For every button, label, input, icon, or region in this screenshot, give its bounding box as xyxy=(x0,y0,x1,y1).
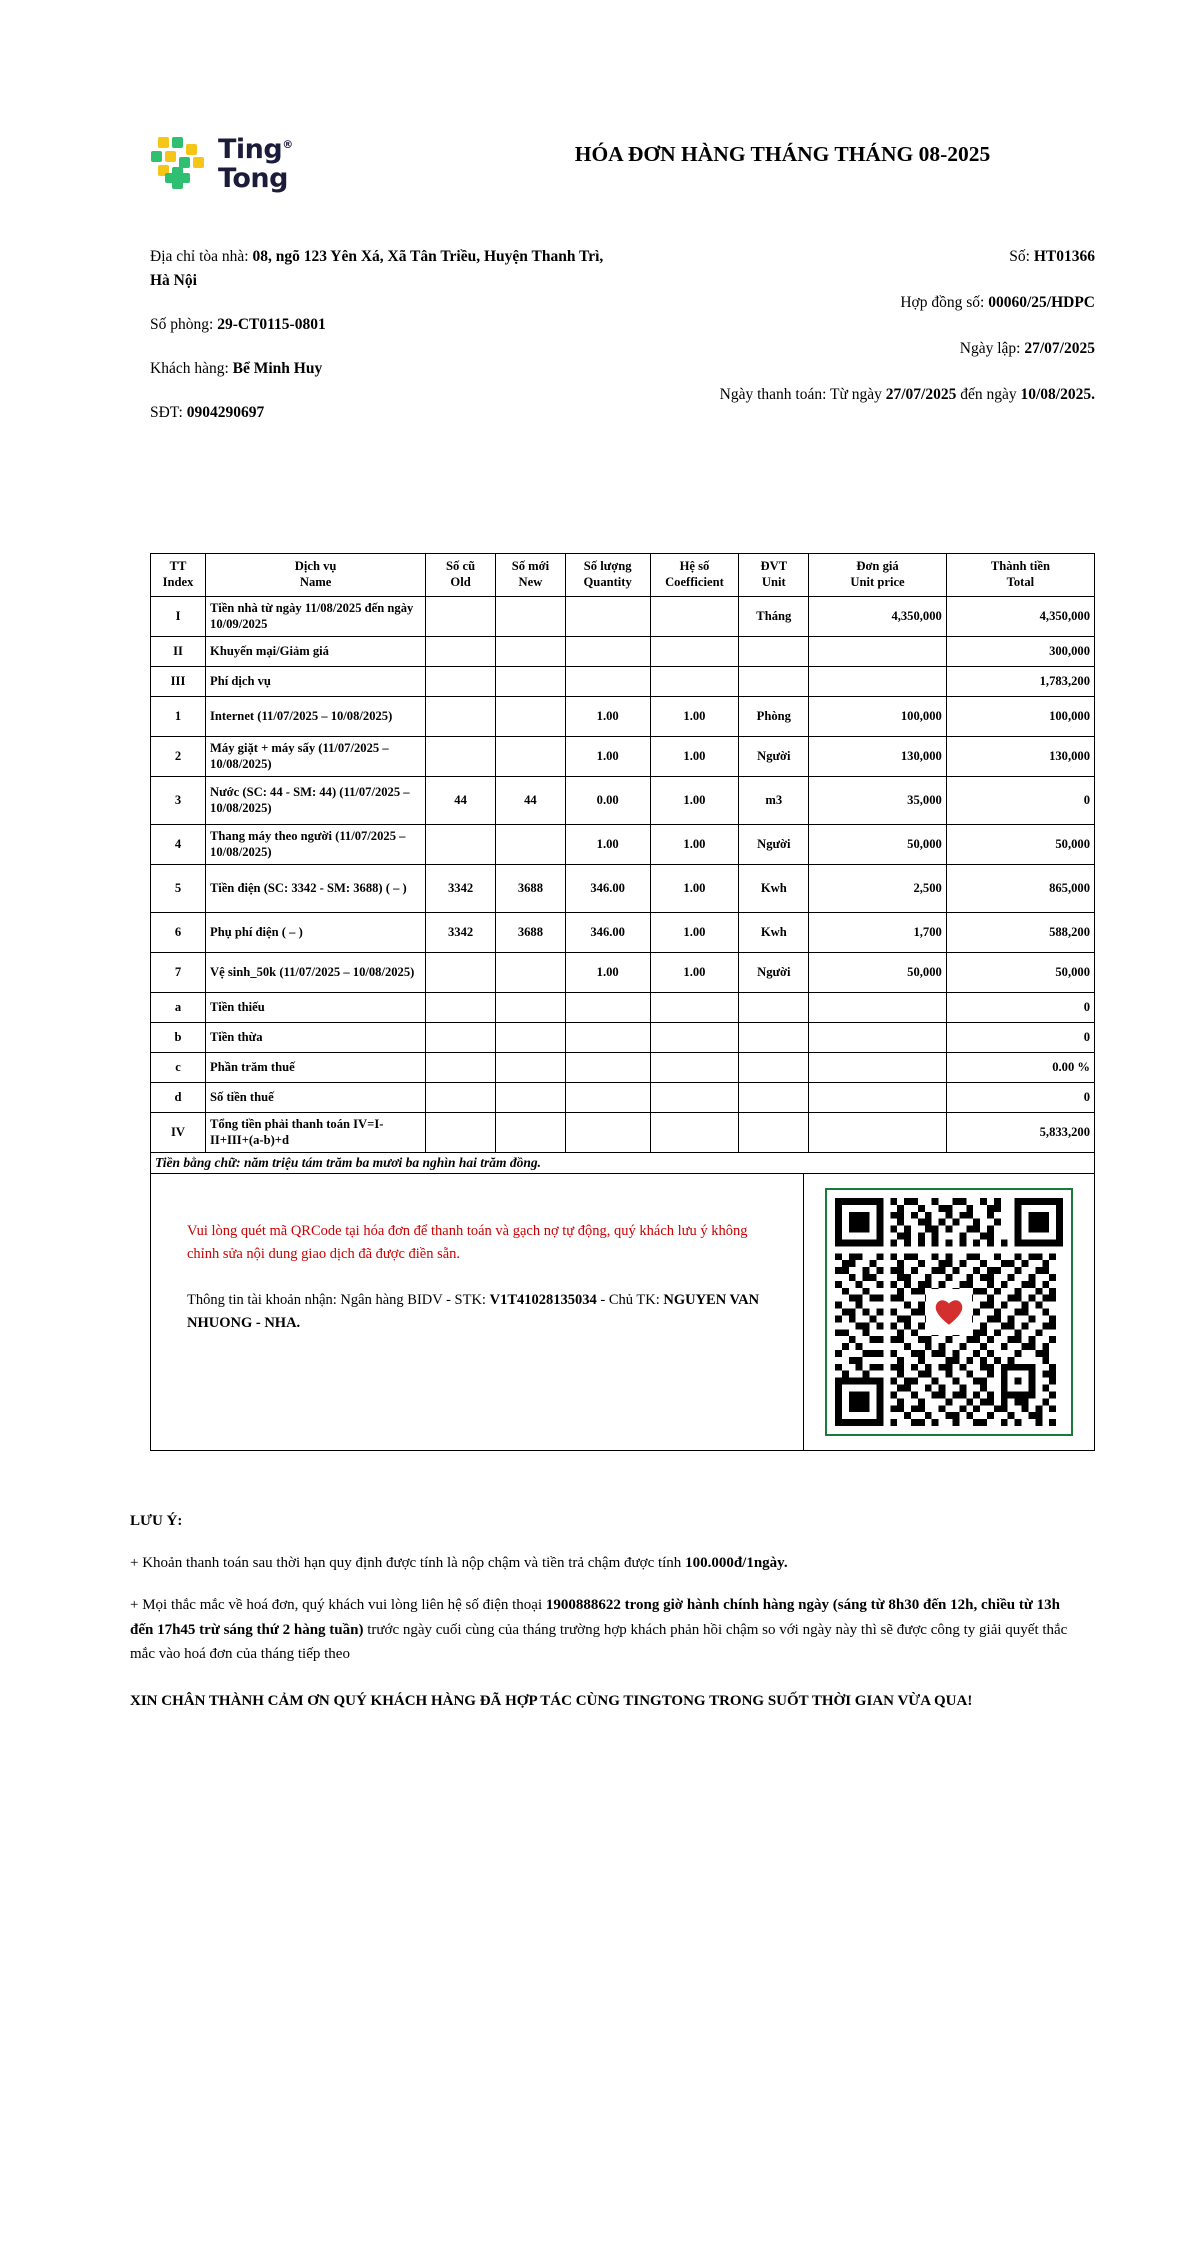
cell-unit xyxy=(739,666,809,696)
payment-period-start: 27/07/2025 xyxy=(885,386,957,404)
customer-phone-row xyxy=(150,401,620,425)
cell-name: Tiền nhà từ ngày 11/08/2025 đến ngày 10/09/2025 xyxy=(206,596,426,636)
th-total-l1: Thành tiền xyxy=(990,559,1050,574)
cell-old: 3342 xyxy=(426,912,496,952)
cell-old xyxy=(426,1052,496,1082)
cell-name: Số tiền thuế xyxy=(206,1082,426,1112)
customer-name-label: Khách hàng: xyxy=(150,360,233,378)
cell-price xyxy=(809,666,947,696)
cell-old xyxy=(426,952,496,992)
bank-info-prefix: Thông tin tài khoản nhận: Ngân hàng BIDV - STK: xyxy=(187,1291,490,1308)
th-name-l1: Dịch vụ xyxy=(294,559,337,574)
cell-total: 100,000 xyxy=(946,696,1094,736)
cell-old xyxy=(426,1082,496,1112)
issue-date-label: Ngày lập: xyxy=(959,340,1025,358)
th-price-l1: Đơn giá xyxy=(856,559,899,574)
cell-index: 6 xyxy=(151,912,206,952)
cell-price xyxy=(809,1052,947,1082)
cell-coef: 1.00 xyxy=(650,736,739,776)
note-2-prefix: + Mọi thắc mắc về hoá đơn, quý khách vui lòng liên hệ số điện thoại xyxy=(130,1597,546,1614)
cell-total: 50,000 xyxy=(946,952,1094,992)
th-coef-l2: Coefficient xyxy=(665,575,724,590)
note-2-suffix: trước ngày cuối cùng của tháng trường hợp khách phản hồi chậm so với ngày này thì sẽ được công ty giải quyết thắc mắc vào hoá đơn của tháng tiếp theo xyxy=(130,1621,1068,1663)
room-number-value: 29-CT0115-0801 xyxy=(217,316,326,334)
th-qty-l2: Quantity xyxy=(583,575,632,590)
brand-wordmark xyxy=(218,135,293,193)
table-row xyxy=(151,776,1095,824)
invoice-meta xyxy=(0,193,1200,445)
bank-info xyxy=(187,1289,775,1336)
cell-price: 50,000 xyxy=(809,824,947,864)
table-row xyxy=(151,864,1095,912)
cell-name: Phần trăm thuế xyxy=(206,1052,426,1082)
cell-index: 2 xyxy=(151,736,206,776)
cell-new xyxy=(496,992,566,1022)
customer-phone-value: 0904290697 xyxy=(186,404,265,422)
cell-qty xyxy=(565,636,650,666)
cell-name: Máy giặt + máy sấy (11/07/2025 – 10/08/2025) xyxy=(206,736,426,776)
cell-new xyxy=(496,1082,566,1112)
issue-date-value: 27/07/2025 xyxy=(1024,340,1095,358)
payment-period-mid: đến ngày xyxy=(956,386,1021,404)
th-index xyxy=(151,554,206,596)
cell-qty xyxy=(565,666,650,696)
invoice-table-body xyxy=(151,596,1095,1173)
cell-old xyxy=(426,736,496,776)
cell-old xyxy=(426,596,496,636)
th-total xyxy=(946,554,1094,596)
cell-price: 1,700 xyxy=(809,912,947,952)
cell-old xyxy=(426,666,496,696)
cell-new: 3688 xyxy=(496,864,566,912)
table-row-grand-total xyxy=(151,1112,1095,1152)
cell-qty xyxy=(565,1052,650,1082)
cell-old xyxy=(426,696,496,736)
table-row xyxy=(151,696,1095,736)
invoice-number-row xyxy=(620,245,1095,269)
cell-old: 44 xyxy=(426,776,496,824)
building-address-row xyxy=(150,245,620,293)
cell-qty: 1.00 xyxy=(565,824,650,864)
cell-name: Nước (SC: 44 - SM: 44) (11/07/2025 – 10/08/2025) xyxy=(206,776,426,824)
cell-unit xyxy=(739,636,809,666)
cell-unit: Kwh xyxy=(739,912,809,952)
cell-old xyxy=(426,636,496,666)
th-old-l2: Old xyxy=(450,575,471,590)
cell-old xyxy=(426,992,496,1022)
th-old-l1: Số cũ xyxy=(446,559,476,574)
cell-coef: 1.00 xyxy=(650,824,739,864)
table-row xyxy=(151,824,1095,864)
cell-coef xyxy=(650,666,739,696)
customer-name-row xyxy=(150,357,620,381)
table-row xyxy=(151,1022,1095,1052)
table-row xyxy=(151,1052,1095,1082)
cell-coef: 1.00 xyxy=(650,864,739,912)
note-2-strong: 1900888622 trong giờ hành chính hàng ngày (sáng từ 8h30 đến 12h, chiều từ 13h đến 17h45 trừ sáng thứ 2 hàng tuần) xyxy=(130,1597,1060,1638)
th-old xyxy=(426,554,496,596)
cell-name: Vệ sinh_50k (11/07/2025 – 10/08/2025) xyxy=(206,952,426,992)
table-row xyxy=(151,736,1095,776)
room-number-row xyxy=(150,313,620,337)
cell-coef: 1.00 xyxy=(650,912,739,952)
cell-coef xyxy=(650,992,739,1022)
cell-coef xyxy=(650,596,739,636)
th-unit xyxy=(739,554,809,596)
th-unit-l2: Unit xyxy=(761,575,786,590)
cell-unit xyxy=(739,1052,809,1082)
cell-total: 300,000 xyxy=(946,636,1094,666)
cell-index: c xyxy=(151,1052,206,1082)
payment-period-end: 10/08/2025. xyxy=(1020,386,1095,404)
cell-total: 4,350,000 xyxy=(946,596,1094,636)
contract-number-value: 00060/25/HDPC xyxy=(988,294,1095,312)
cell-qty xyxy=(565,1112,650,1152)
document-header xyxy=(0,0,1200,193)
cell-qty: 0.00 xyxy=(565,776,650,824)
qr-canvas xyxy=(835,1198,1063,1426)
cell-index: d xyxy=(151,1082,206,1112)
table-row xyxy=(151,636,1095,666)
table-row xyxy=(151,952,1095,992)
cell-price xyxy=(809,636,947,666)
contract-number-row xyxy=(620,291,1095,315)
bank-account-number: V1T41028135034 xyxy=(489,1291,597,1308)
cell-price xyxy=(809,1082,947,1112)
cell-price: 50,000 xyxy=(809,952,947,992)
cell-total: 130,000 xyxy=(946,736,1094,776)
cell-price: 100,000 xyxy=(809,696,947,736)
room-number-label: Số phòng: xyxy=(150,316,218,334)
cell-index: 7 xyxy=(151,952,206,992)
cell-qty xyxy=(565,992,650,1022)
brand-registered-icon: ® xyxy=(282,138,293,151)
note-1-prefix: + Khoản thanh toán sau thời hạn quy định được tính là nộp chậm và tiền trả chậm được tính xyxy=(130,1555,686,1572)
cell-new xyxy=(496,736,566,776)
cell-qty: 346.00 xyxy=(565,912,650,952)
cell-new xyxy=(496,952,566,992)
cell-name: Internet (11/07/2025 – 10/08/2025) xyxy=(206,696,426,736)
th-new-l1: Số mới xyxy=(511,559,550,574)
cell-new xyxy=(496,1112,566,1152)
issue-date-row xyxy=(620,337,1095,361)
cell-coef xyxy=(650,1022,739,1052)
cell-qty: 1.00 xyxy=(565,736,650,776)
qr-code[interactable] xyxy=(825,1188,1073,1436)
cell-qty xyxy=(565,596,650,636)
cell-total: 0 xyxy=(946,776,1094,824)
customer-info xyxy=(150,245,620,445)
table-row xyxy=(151,596,1095,636)
invoice-number-label: Số: xyxy=(1009,248,1034,266)
cell-price xyxy=(809,1022,947,1052)
cell-index: II xyxy=(151,636,206,666)
cell-name: Thang máy theo người (11/07/2025 – 10/08/2025) xyxy=(206,824,426,864)
cell-index: 5 xyxy=(151,864,206,912)
cell-qty: 1.00 xyxy=(565,696,650,736)
note-item-2 xyxy=(130,1593,1080,1666)
payment-period-label: Ngày thanh toán: Từ ngày xyxy=(719,386,886,404)
th-name-l2: Name xyxy=(299,575,332,590)
cell-unit: Tháng xyxy=(739,596,809,636)
th-unit-price xyxy=(809,554,947,596)
cell-coef xyxy=(650,636,739,666)
th-coefficient xyxy=(650,554,739,596)
brand-name-line2: Tong xyxy=(218,163,288,195)
cell-index: b xyxy=(151,1022,206,1052)
cell-price: 4,350,000 xyxy=(809,596,947,636)
table-header-row xyxy=(151,554,1095,596)
cell-name: Tổng tiền phải thanh toán IV=I-II+III+(a-b)+d xyxy=(206,1112,426,1152)
cell-index: IV xyxy=(151,1112,206,1152)
cell-coef: 1.00 xyxy=(650,696,739,736)
th-name xyxy=(206,554,426,596)
invoice-number-value: HT01366 xyxy=(1033,248,1095,266)
cell-new xyxy=(496,824,566,864)
cell-grand-total: 5,833,200 xyxy=(946,1112,1094,1152)
cell-index: III xyxy=(151,666,206,696)
note-1-strong: 100.000đ/1ngày. xyxy=(685,1555,788,1572)
cell-coef: 1.00 xyxy=(650,776,739,824)
thank-you-message: XIN CHÂN THÀNH CẢM ƠN QUÝ KHÁCH HÀNG ĐÃ HỢP TÁC CÙNG TINGTONG TRONG SUỐT THỜI GIAN VỪA QUA! xyxy=(130,1693,973,1710)
amount-in-words-row xyxy=(151,1152,1095,1173)
th-new-l2: New xyxy=(518,575,543,590)
page-title: HÓA ĐƠN HÀNG THÁNG THÁNG 08-2025 xyxy=(574,142,991,166)
cell-index: 1 xyxy=(151,696,206,736)
cell-new: 44 xyxy=(496,776,566,824)
th-index-l2: Index xyxy=(162,575,194,590)
cell-old xyxy=(426,1112,496,1152)
cell-price: 130,000 xyxy=(809,736,947,776)
cell-price xyxy=(809,992,947,1022)
table-row xyxy=(151,666,1095,696)
payment-panel xyxy=(150,1174,1095,1451)
notes-title: LƯU Ý: xyxy=(130,1512,183,1529)
cell-unit xyxy=(739,1082,809,1112)
cell-index: a xyxy=(151,992,206,1022)
qr-note: Vui lòng quét mã QRCode tại hóa đơn để thanh toán và gạch nợ tự động, quý khách lưu ý không chỉnh sửa nội dung giao dịch đã được điền sẵn. xyxy=(187,1222,748,1263)
payment-instructions xyxy=(151,1174,803,1450)
cell-old xyxy=(426,1022,496,1052)
cell-unit xyxy=(739,1112,809,1152)
cell-price: 35,000 xyxy=(809,776,947,824)
invoice-table xyxy=(150,553,1095,1173)
cell-new xyxy=(496,1052,566,1082)
bank-info-mid: - Chủ TK: xyxy=(596,1291,664,1308)
cell-new xyxy=(496,696,566,736)
cell-index: 4 xyxy=(151,824,206,864)
cell-new xyxy=(496,666,566,696)
cell-new xyxy=(496,636,566,666)
cell-name: Phụ phí điện ( – ) xyxy=(206,912,426,952)
bank-account-owner: NGUYEN VAN NHUONG - NHA. xyxy=(187,1291,760,1332)
cell-coef xyxy=(650,1082,739,1112)
cell-unit: m3 xyxy=(739,776,809,824)
th-price-l2: Unit price xyxy=(850,575,905,590)
amount-in-words: Tiền bằng chữ: năm triệu tám trăm ba mươi ba nghìn hai trăm đồng. xyxy=(151,1152,1095,1173)
cell-total: 0 xyxy=(946,1022,1094,1052)
invoice-table-wrap xyxy=(0,445,1200,1450)
payment-period-row xyxy=(620,383,1095,407)
cell-total: 0.00 % xyxy=(946,1052,1094,1082)
qr-panel xyxy=(803,1174,1094,1450)
heart-logo-icon xyxy=(926,1289,972,1335)
customer-name-value: Bể Minh Huy xyxy=(232,360,323,378)
table-row xyxy=(151,1082,1095,1112)
cell-price xyxy=(809,1112,947,1152)
building-address-value: 08, ngõ 123 Yên Xá, Xã Tân Triều, Huyện Thanh Trì, Hà Nội xyxy=(150,248,604,290)
cell-total: 0 xyxy=(946,1082,1094,1112)
th-coef-l1: Hệ số xyxy=(679,559,710,574)
cell-coef xyxy=(650,1052,739,1082)
brand-name-line1: Ting xyxy=(218,134,283,165)
cell-index: 3 xyxy=(151,776,206,824)
invoice-info xyxy=(620,245,1095,445)
cell-qty: 1.00 xyxy=(565,952,650,992)
cell-total: 588,200 xyxy=(946,912,1094,952)
cell-name: Tiền điện (SC: 3342 - SM: 3688) ( – ) xyxy=(206,864,426,912)
cell-coef: 1.00 xyxy=(650,952,739,992)
th-index-l1: TT xyxy=(169,559,187,574)
cell-new xyxy=(496,1022,566,1052)
brand-logo xyxy=(150,135,480,193)
cell-price: 2,500 xyxy=(809,864,947,912)
cell-qty xyxy=(565,1022,650,1052)
cell-qty: 346.00 xyxy=(565,864,650,912)
cell-coef xyxy=(650,1112,739,1152)
cell-unit: Người xyxy=(739,736,809,776)
table-row xyxy=(151,992,1095,1022)
cell-unit xyxy=(739,992,809,1022)
tingtong-logo-icon xyxy=(150,135,208,193)
cell-name: Phí dịch vụ xyxy=(206,666,426,696)
cell-unit: Phòng xyxy=(739,696,809,736)
th-quantity xyxy=(565,554,650,596)
customer-phone-label: SĐT: xyxy=(150,404,187,422)
cell-name: Tiền thừa xyxy=(206,1022,426,1052)
th-total-l2: Total xyxy=(1006,575,1035,590)
cell-new xyxy=(496,596,566,636)
cell-old xyxy=(426,824,496,864)
footer-notes xyxy=(0,1451,1200,1714)
cell-index: I xyxy=(151,596,206,636)
cell-name: Tiền thiếu xyxy=(206,992,426,1022)
cell-unit: Kwh xyxy=(739,864,809,912)
cell-unit: Người xyxy=(739,824,809,864)
cell-name: Khuyến mại/Giảm giá xyxy=(206,636,426,666)
building-address-label: Địa chỉ tòa nhà: xyxy=(150,248,253,266)
cell-old: 3342 xyxy=(426,864,496,912)
cell-total: 0 xyxy=(946,992,1094,1022)
th-unit-l1: ĐVT xyxy=(760,559,788,574)
cell-qty xyxy=(565,1082,650,1112)
cell-total: 50,000 xyxy=(946,824,1094,864)
contract-number-label: Hợp đồng số: xyxy=(900,294,989,312)
table-row xyxy=(151,912,1095,952)
th-new xyxy=(496,554,566,596)
note-item-1 xyxy=(130,1551,1080,1575)
cell-total: 1,783,200 xyxy=(946,666,1094,696)
cell-total: 865,000 xyxy=(946,864,1094,912)
cell-unit: Người xyxy=(739,952,809,992)
cell-new: 3688 xyxy=(496,912,566,952)
th-qty-l1: Số lượng xyxy=(583,559,632,574)
cell-unit xyxy=(739,1022,809,1052)
